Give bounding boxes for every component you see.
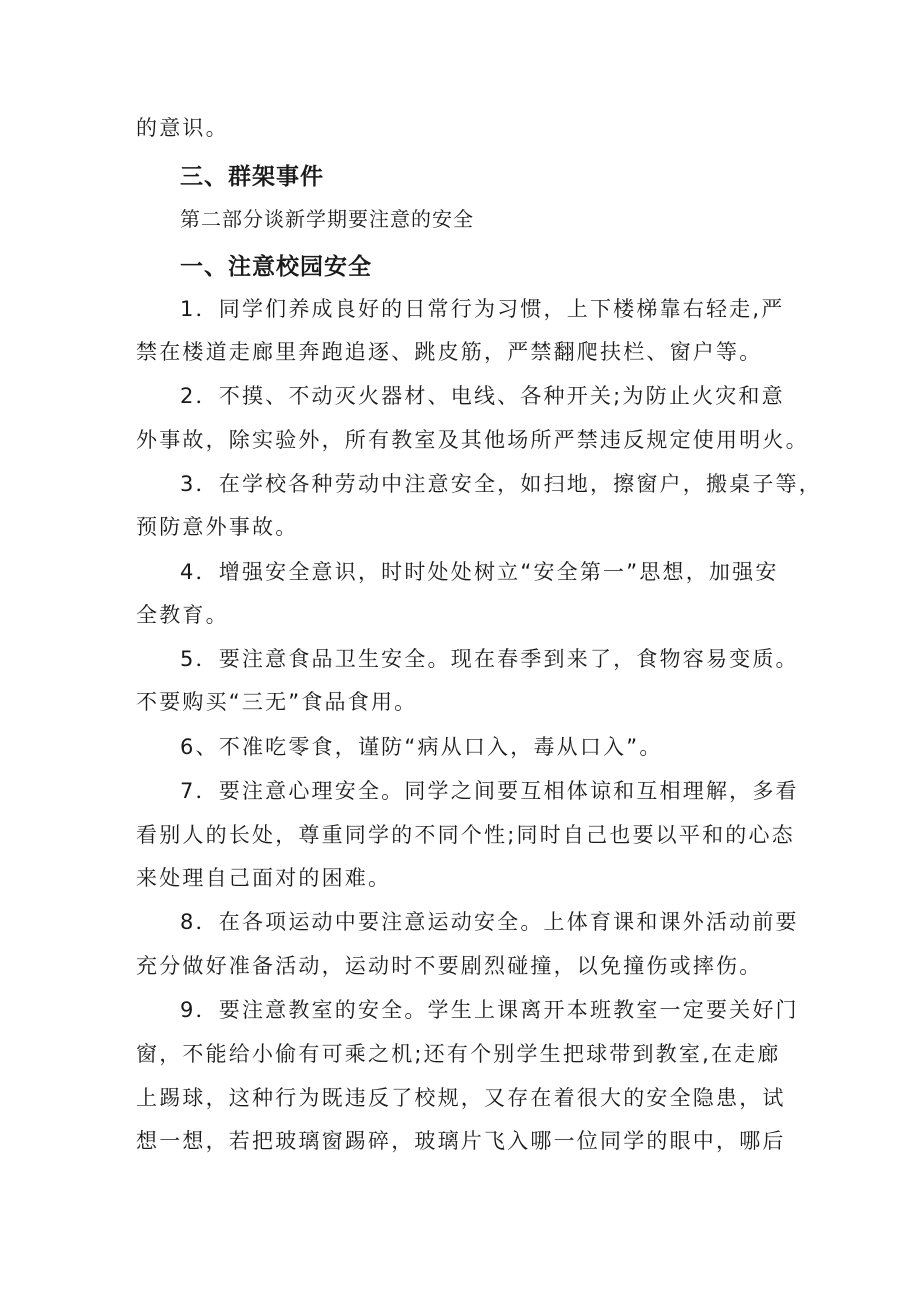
part-heading: 第二部分谈新学期要注意的安全	[180, 207, 474, 231]
text-line: 6、不准吃零食，谨防“病从口入，毒从口入”。	[180, 735, 663, 759]
text-line: 9．要注意教室的安全。学生上课离开本班教室一定要关好门	[180, 998, 799, 1022]
text-line: 窗，不能给小偷有可乘之机;还有个别学生把球带到教室,在走廊	[136, 1042, 781, 1066]
text-line: 禁在楼道走廊里奔跑追逐、跳皮筋，严禁翻爬扶栏、窗户等。	[136, 340, 763, 364]
text-line: 看别人的长处，尊重同学的不同个性;同时自己也要以平和的心态	[136, 823, 795, 847]
text-line: 的意识。	[136, 116, 229, 140]
text-line: 来处理自己面对的困难。	[136, 866, 392, 890]
text-line: 外事故，除实验外，所有教室及其他场所严禁违反规定使用明火。	[136, 428, 809, 452]
text-line: 3．在学校各种劳动中注意安全，如扫地，擦窗户，搬桌子等，	[180, 472, 822, 496]
section-heading: 三、群架事件	[180, 164, 324, 190]
text-line: 全教育。	[136, 603, 229, 627]
text-line: 不要购买“三无”食品食用。	[136, 690, 418, 714]
text-line: 2．不摸、不动灭火器材、电线、各种开关;为防止火灾和意	[180, 384, 785, 408]
text-line: 想一想，若把玻璃窗踢碎，玻璃片飞入哪一位同学的眼中，哪后	[136, 1129, 786, 1153]
text-line: 上踢球，这种行为既违反了校规，又存在着很大的安全隐患，试	[136, 1086, 786, 1110]
text-line: 预防意外事故。	[136, 515, 299, 539]
section-heading: 一、注意校园安全	[180, 254, 372, 280]
text-line: 8．在各项运动中要注意运动安全。上体育课和课外活动前要	[180, 910, 799, 934]
text-line: 4．增强安全意识，时时处处树立“安全第一”思想，加强安	[180, 560, 779, 584]
text-line: 7．要注意心理安全。同学之间要互相体谅和互相理解，多看	[180, 779, 799, 803]
text-line: 充分做好准备活动，运动时不要剧烈碰撞，以免撞伤或摔伤。	[136, 954, 763, 978]
text-line: 5．要注意食品卫生安全。现在春季到来了，食物容易变质。	[180, 647, 799, 671]
text-line: 1．同学们养成良好的日常行为习惯，上下楼梯靠右轻走,严	[180, 297, 785, 321]
